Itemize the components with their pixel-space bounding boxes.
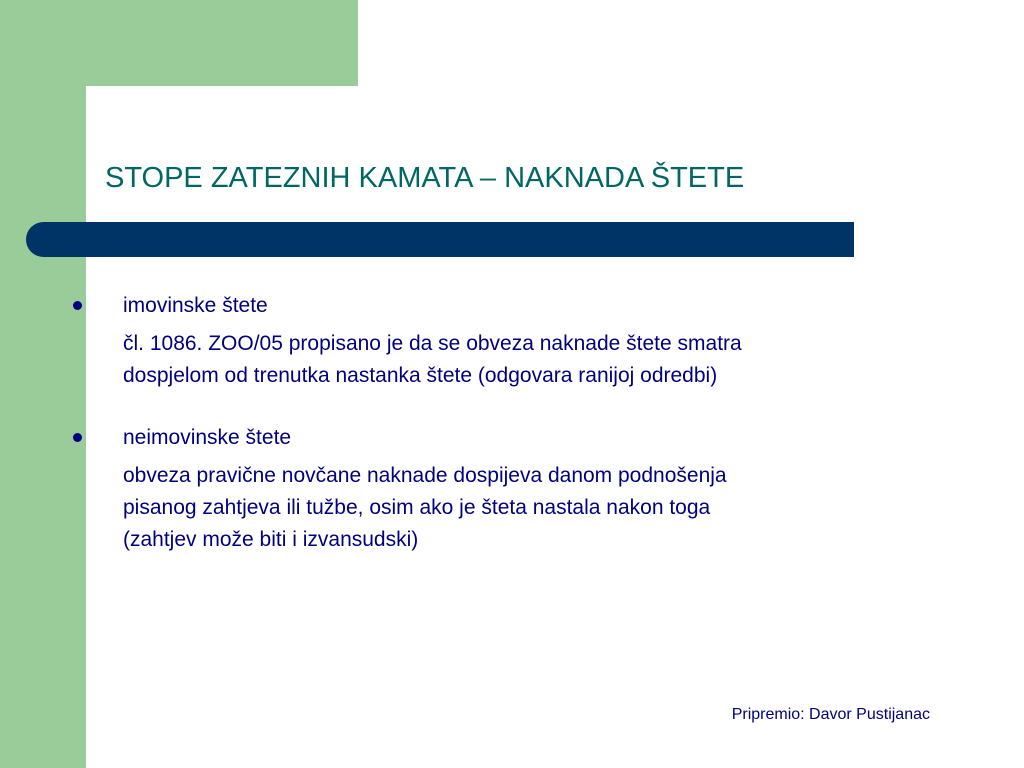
item-heading: neimovinske štete: [123, 426, 292, 449]
bullet-list: [70, 290, 970, 556]
bullet-icon: [73, 433, 82, 442]
item-description: čl. 1086. ZOO/05 propisano je da se obveza naknade štete smatra dospjelom od trenutka nastanka štete (odgovara ranijoj odredbi): [123, 332, 742, 387]
list-item: [70, 290, 970, 392]
title-underline-bar: [26, 222, 854, 257]
bullet-icon: [73, 301, 82, 310]
slide-title: STOPE ZATEZNIH KAMATA – NAKNADA ŠTETE: [105, 162, 745, 194]
author-footer: Pripremio: Davor Pustijanac: [731, 706, 930, 723]
list-item: [70, 422, 970, 556]
item-heading: imovinske štete: [123, 294, 268, 317]
item-description: obveza pravične novčane naknade dospijeva danom podnošenja pisanog zahtjeva ili tužbe, osim ako je šteta nastala nakon toga (zahtjev može biti i izvansudski): [123, 464, 727, 551]
